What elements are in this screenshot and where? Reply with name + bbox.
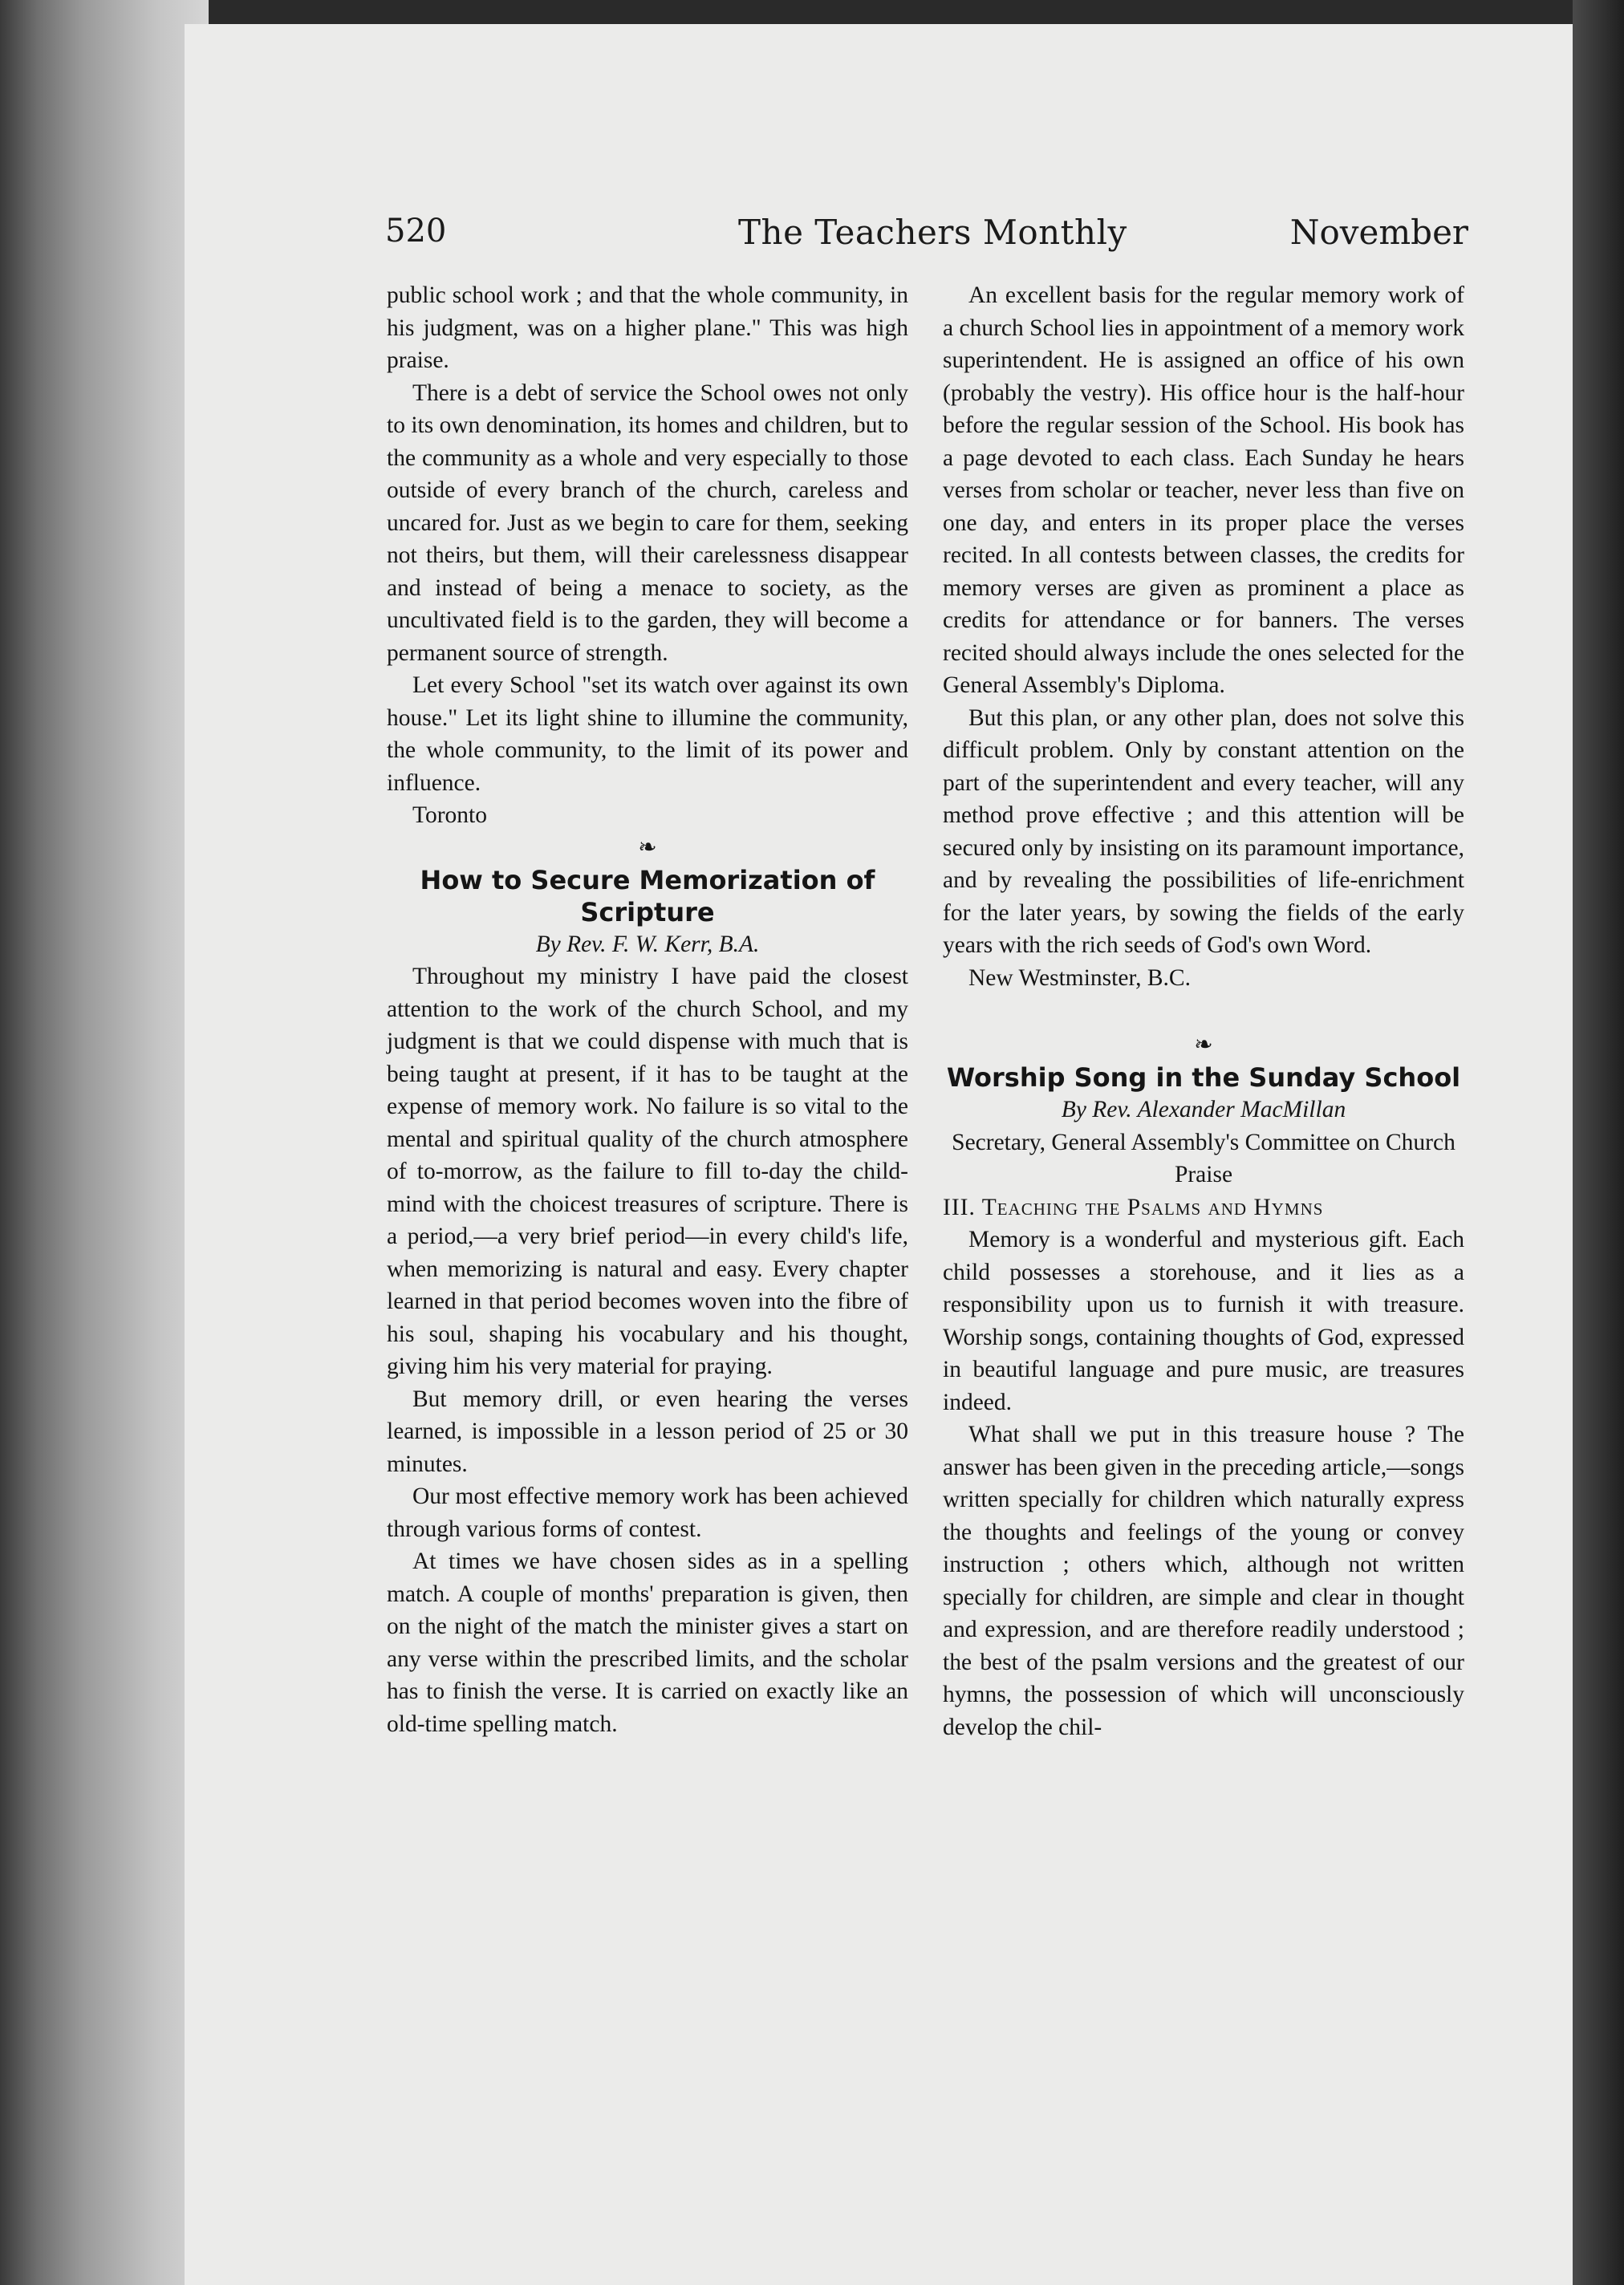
section-heading: III. Teaching the Psalms and Hymns (943, 1194, 1324, 1220)
paragraph: But this plan, or any other plan, does not solve this difficult problem. Only by constant attention on the part of the superintendent and every teacher, will any method prove effective ; and this attention will be secured only by insisting on its paramount importance, and by revealing the possibilities of life-enrichment for the later years, by sowing the fields of the early years with the rich seeds of God's own Word. (943, 704, 1464, 958)
page-number: 520 (385, 213, 447, 250)
paragraph: Let every School "set its watch over against its own house." Let its light shine to illumine the community, the whole community, to the limit of its power and influence. (387, 672, 908, 796)
issue-month: November (1289, 213, 1468, 252)
paragraph: Throughout my ministry I have paid the closest attention to the work of the church School, and my judgment is that we could dispense with much that is being taught at present, if it has to be taught at the expense of memory work. No failure is so vital to the mental and spiritual quality of the church atmosphere of to-morrow, as the failure to fill to-day the child-mind with the choicest treasures of scripture. There is a period,—a very brief period—in every child's life, when memorizing is natural and easy. Every chapter learned in that period becomes woven into the fibre of his soul, shaping his vocabulary and his thought, giving him his very material for praying. (387, 964, 908, 1379)
paragraph: At times we have chosen sides as in a spelling match. A couple of months' preparation is given, then on the night of the match the minister gives a start on any verse within the prescribed limits, and the scholar has to finish the verse. It is carried on exactly like an old-time spelling match. (387, 1548, 908, 1737)
paragraph: But memory drill, or even hearing the verses learned, is impossible in a lesson period of 25 or 30 minutes. (387, 1386, 908, 1477)
place-signoff: Toronto (412, 802, 487, 828)
paragraph: Our most effective memory work has been achieved through various forms of contest. (387, 1483, 908, 1542)
running-header (385, 213, 1468, 261)
byline: By Rev. Alexander MacMillan (1061, 1097, 1346, 1122)
book-page-edges (0, 0, 209, 2285)
scan-border (1573, 0, 1624, 2285)
ornament-icon: ❧ (638, 834, 657, 860)
paragraph: public school work ; and that the whole community, in his judgment, was on a higher plane." This was high praise. (387, 282, 908, 373)
right-column (943, 279, 1464, 1743)
paragraph: What shall we put in this treasure house ? The answer has been given in the preceding article,—songs written specially for children which naturally express the thoughts and feelings of the young or convey instruction ; others which, although not written specially for children, are simple and clear in thought and expression, and are therefore readily understood ; the best of the psalm versions and the greatest of our hymns, the possession of which will unconsciously develop the chil- (943, 1422, 1464, 1740)
article-title: How to Secure Memorization of Scripture (420, 864, 875, 927)
byline: By Rev. F. W. Kerr, B.A. (535, 931, 760, 957)
left-column (387, 279, 908, 1740)
ornament-icon: ❧ (1194, 1033, 1213, 1057)
journal-title: The Teachers Monthly (738, 213, 1127, 252)
place-signoff: New Westminster, B.C. (968, 964, 1191, 991)
paragraph: There is a debt of service the School owes not only to its own denomination, its homes and children, but to the community as a whole and very especially to those outside of every branch of the church, careless and uncared for. Just as we begin to care for them, seeking not theirs, but them, will their carelessness disappear and instead of being a menace to society, as the uncultivated field is to the garden, they will become a permanent source of strength. (387, 379, 908, 666)
article-title: Worship Song in the Sunday School (946, 1062, 1461, 1093)
author-affiliation: Secretary, General Assembly's Committee on Church Praise (952, 1129, 1456, 1187)
paragraph: An excellent basis for the regular memory work of a church School lies in appointment of a memory work superintendent. He is assigned an office of his own (probably the vestry). His office hour is the half-hour before the regular session of the School. His book has a page devoted to each class. Each Sunday he hears verses from scholar or teacher, never less than five on one day, and enters in its proper place the verses recited. In all contests between classes, the credits for memory verses are given as prominent a place as credits for attendance or for banners. The verses recited should always include the ones selected for the General Assembly's Diploma. (943, 282, 1464, 698)
paragraph: Memory is a wonderful and mysterious gift. Each child possesses a storehouse, and it lies as a responsibility upon us to furnish it with treasure. Worship songs, containing thoughts of God, expressed in beautiful language and pure music, are treasures indeed. (943, 1227, 1464, 1415)
